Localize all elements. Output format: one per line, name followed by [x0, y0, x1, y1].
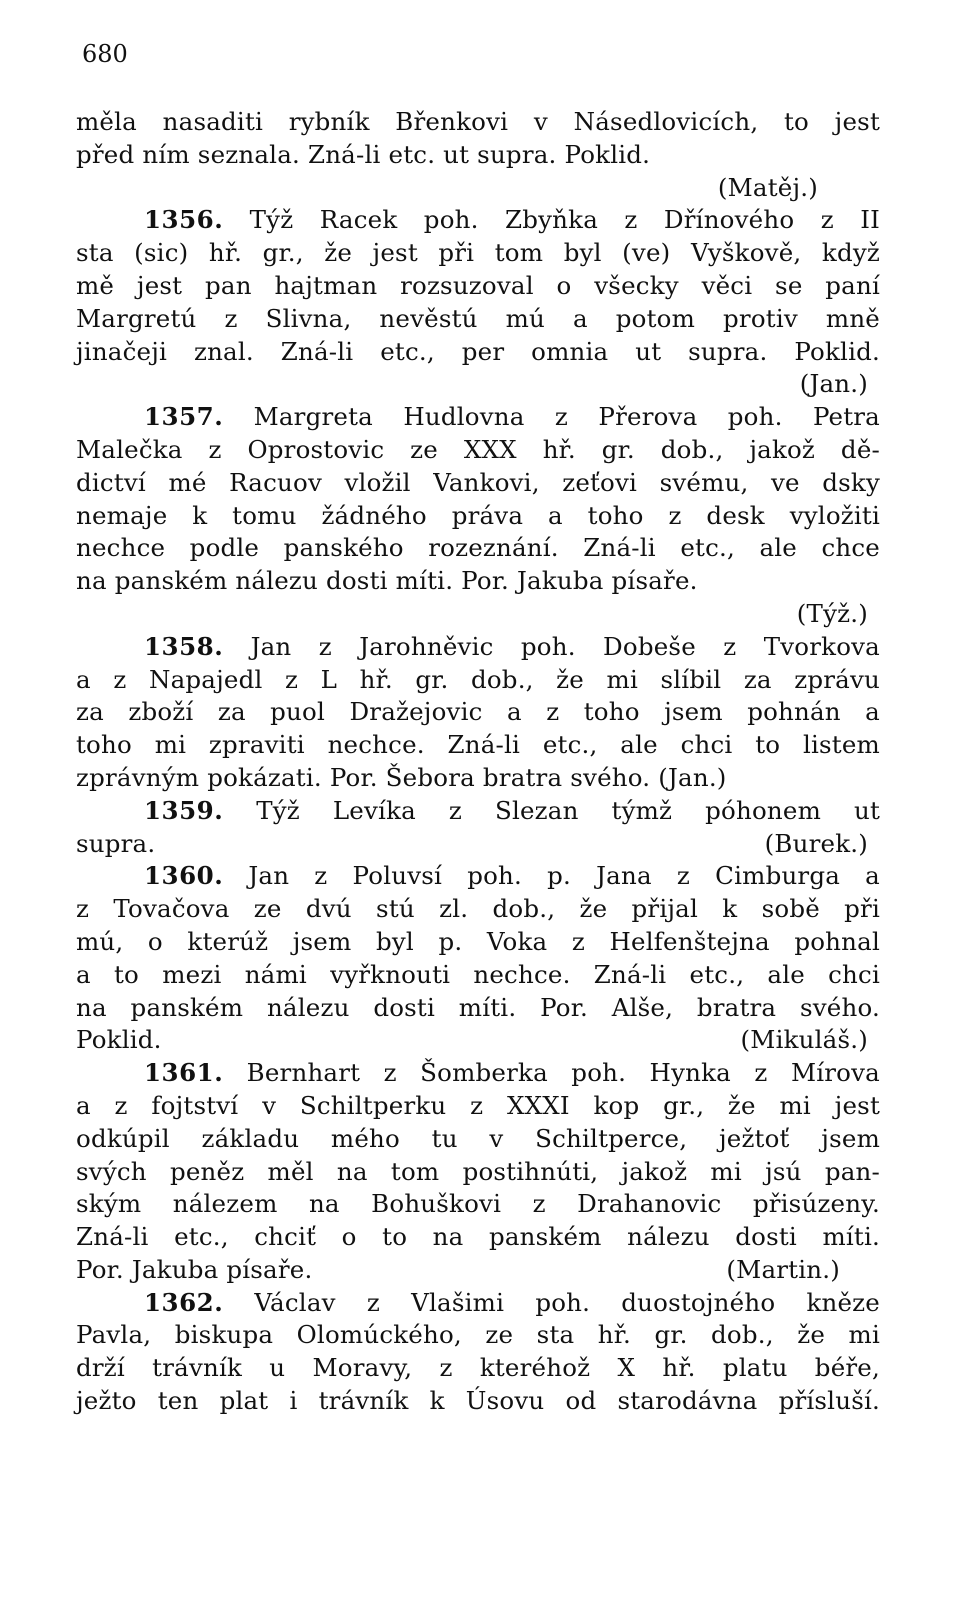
signature-line: (Jan.)	[799, 369, 868, 399]
text-line: Zná-li etc., chciť o to na panském nálezu dosti míti.	[76, 1222, 880, 1252]
text-line: z Tovačova ze dvú stú zl. dob., že přijal k sobě při	[76, 894, 880, 924]
text-line: na panském nálezu dosti míti. Por. Alše, bratra svého.	[76, 992, 880, 1022]
text-line: ským nálezem na Bohuškovi z Drahanovic přisúzeny.	[76, 1189, 880, 1219]
text-line-with-signature	[76, 828, 880, 861]
entry-number: 1357.	[144, 402, 224, 432]
entry-text: Bernhart z Šomberka poh. Hynka z Mírova	[246, 1058, 880, 1088]
entry-text: Margreta Hudlovna z Přerova poh. Petra	[253, 402, 880, 432]
text-line: sta (sic) hř. gr., že jest při tom byl (ve) Vyškově, když	[76, 238, 880, 268]
entry-number: 1362.	[144, 1287, 224, 1317]
entry-heading-1362	[76, 1287, 880, 1320]
entry-number: 1359.	[144, 795, 224, 825]
signature: (Mikuláš.)	[740, 1025, 868, 1055]
text-line: drží trávník u Moravy, z kteréhož X hř. platu béře,	[76, 1353, 880, 1383]
entry-number: 1356.	[144, 205, 224, 235]
text-line: jinačeji znal. Zná-li etc., per omnia ut supra. Poklid.	[76, 336, 880, 366]
entry-text: Týž Levíka z Slezan týmž póhonem ut	[256, 795, 880, 825]
entry-text: Týž Racek poh. Zbyňka z Dřínového z II	[249, 205, 880, 235]
text-line: a to mezi námi vyřknouti nechce. Zná-li etc., ale chci	[76, 959, 880, 989]
line-text: Por. Jakuba písaře.	[76, 1254, 313, 1284]
entry-text: Jan z Poluvsí poh. p. Jana z Cimburga a	[248, 861, 880, 891]
text-line: Malečka z Oprostovic ze XXX hř. gr. dob., jakož dě-	[76, 434, 880, 464]
entry-heading-1361	[76, 1057, 880, 1090]
text-line: mú, o kterúž jsem byl p. Voka z Helfenštejna pohnal	[76, 926, 880, 956]
signature: (Martin.)	[726, 1254, 840, 1284]
line-text: Poklid.	[76, 1025, 162, 1055]
text-line: nemaje k tomu žádného práva a toho z desk vyložiti	[76, 500, 880, 530]
text-line: toho mi zpraviti nechce. Zná-li etc., ale chci to listem	[76, 730, 880, 760]
page-number: 680	[82, 40, 128, 68]
text-line: dictví mé Racuov vložil Vankovi, zeťovi svému, ve dsky	[76, 467, 880, 497]
entry-heading-1357	[76, 401, 880, 434]
text-line: mě jest pan hajtman rozsuzoval o všecky věci se paní	[76, 270, 880, 300]
text-line: před ním seznala. Zná-li etc. ut supra. Poklid.	[76, 139, 651, 169]
entry-number: 1360.	[144, 861, 224, 891]
signature-line: (Matěj.)	[717, 172, 818, 202]
entry-number: 1361.	[144, 1058, 224, 1088]
text-line: a z fojtství v Schiltperku z XXXI kop gr., že mi jest	[76, 1090, 880, 1120]
signature: (Burek.)	[764, 828, 868, 858]
body-text	[76, 106, 880, 1418]
text-line: na panském nálezu dosti míti. Por. Jakuba písaře.	[76, 566, 698, 596]
text-line: ježto ten plat i trávník k Úsovu od starodávna přísluší.	[76, 1386, 880, 1416]
entry-heading-1359	[76, 795, 880, 828]
entry-number: 1358.	[144, 631, 224, 661]
entry-text: Václav z Vlašimi poh. duostojného kněze	[254, 1287, 880, 1317]
text-line-with-signature	[76, 1254, 880, 1287]
text-line: nechce podle panského rozeznání. Zná-li etc., ale chce	[76, 533, 880, 563]
text-line: za zboží za puol Dražejovic a z toho jsem pohnán a	[76, 697, 880, 727]
text-line: odkúpil základu mého tu v Schiltperce, ježtoť jsem	[76, 1123, 880, 1153]
text-line: a z Napajedl z L hř. gr. dob., že mi slíbil za zprávu	[76, 664, 880, 694]
signature-line: (Týž.)	[796, 598, 868, 628]
line-text: supra.	[76, 828, 156, 858]
entry-heading-1360	[76, 860, 880, 893]
text-line: měla nasaditi rybník Břenkovi v Násedlovicích, to jest	[76, 107, 880, 136]
text-line: Pavla, biskupa Olomúckého, ze sta hř. gr. dob., že mi	[76, 1320, 880, 1350]
text-line-with-signature	[76, 1024, 880, 1057]
entry-heading-1358	[76, 631, 880, 664]
text-line: Margretú z Slivna, nevěstú mú a potom protiv mně	[76, 303, 880, 333]
text-line: svých peněz měl na tom postihnúti, jakož mi jsú pan-	[76, 1156, 880, 1186]
entry-text: Jan z Jarohněvic poh. Dobeše z Tvorkova	[250, 631, 880, 661]
entry-heading-1356	[76, 204, 880, 237]
text-line: zprávným pokázati. Por. Šebora bratra svého. (Jan.)	[76, 762, 727, 792]
